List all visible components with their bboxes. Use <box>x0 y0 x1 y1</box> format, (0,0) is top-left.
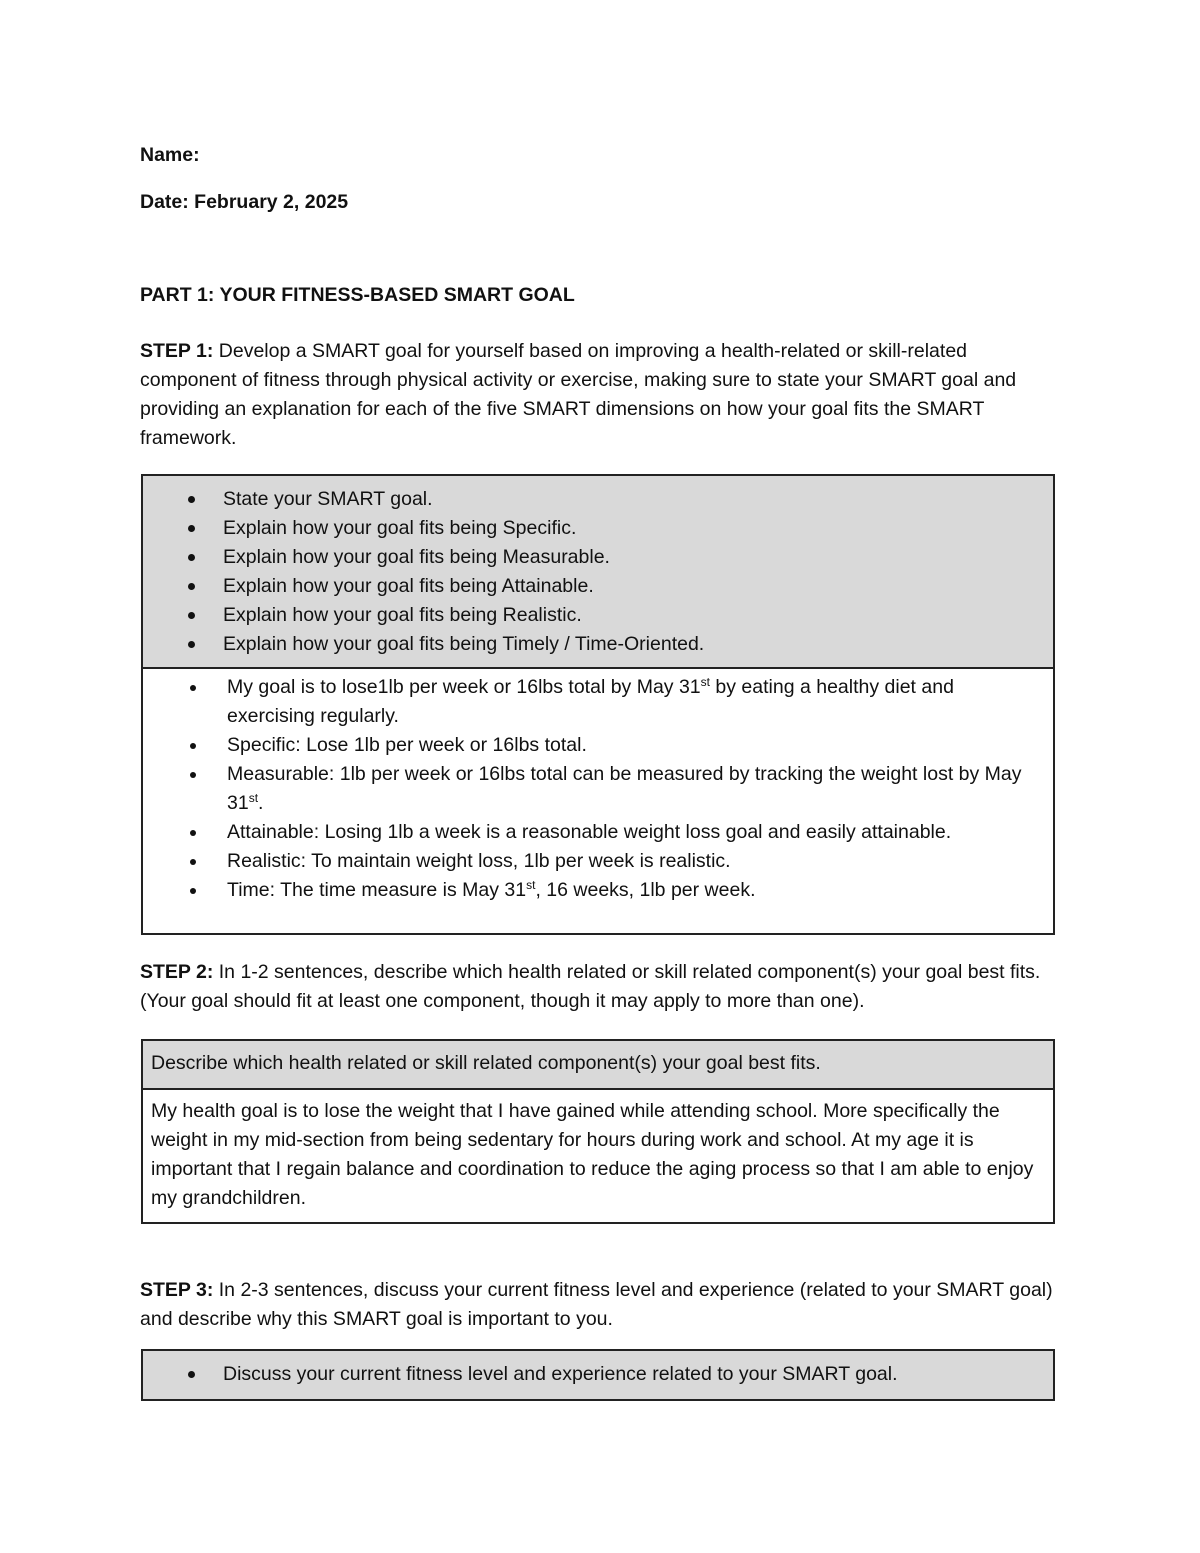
step-1-instruction-text: Explain how your goal fits being Timely / Time-Oriented. <box>223 633 705 655</box>
bullet-icon <box>188 554 195 561</box>
bullet-icon <box>188 1371 195 1378</box>
step-3-label: STEP 3: <box>140 1279 214 1301</box>
step-2-prompt: Describe which health related or skill related component(s) your goal best fits. <box>151 1052 821 1074</box>
step-3-instruction-item <box>143 1360 1053 1389</box>
bullet-icon <box>188 612 195 619</box>
step-1-instruction-text: State your SMART goal. <box>223 488 433 510</box>
step-2-text: In 1-2 sentences, describe which health related or skill related component(s) your goal best fits. (Your goal should fit at least one component, though it may apply to more than one). <box>140 961 1041 1012</box>
step-1-description <box>140 337 1058 453</box>
bullet-icon <box>188 583 195 590</box>
step-1-answer-text: Time: The time measure is May 31 <box>227 879 527 901</box>
step-1-answer-text: Specific: Lose 1lb per week or 16lbs total. <box>227 734 587 756</box>
step-2-prompt-cell <box>143 1041 1053 1090</box>
step-3-description <box>140 1276 1058 1334</box>
bullet-icon <box>188 641 195 648</box>
step-1-answer-text-tail: by eating a healthy diet and exercising regularly. <box>227 676 954 727</box>
step-1-label: STEP 1: <box>140 340 214 362</box>
step-1-instruction-text: Explain how your goal fits being Attainable. <box>223 575 594 597</box>
bullet-icon <box>188 496 195 503</box>
step-2-description <box>140 958 1058 1016</box>
bullet-icon <box>188 525 195 532</box>
bullet-icon <box>190 830 196 836</box>
step-1-instruction-item <box>143 630 1053 659</box>
step-1-answer-cell <box>143 669 1053 905</box>
step-1-answer-text: Measurable: 1lb per week or 16lbs total can be measured by tracking the weight lost by May 31 <box>227 763 1022 814</box>
bullet-icon <box>190 888 196 894</box>
step-1-text: Develop a SMART goal for yourself based on improving a health-related or skill-related component of fitness through physical activity or exercise, making sure to state your SMART goal and providing an explanation for each of the five SMART dimensions on how your goal fits the SMART framework. <box>140 340 1017 449</box>
step-1-answer-item <box>143 673 1053 731</box>
step-3-instruction-text: Discuss your current fitness level and experience related to your SMART goal. <box>223 1363 898 1385</box>
step-3-table <box>141 1349 1055 1401</box>
step-1-instructions-list <box>143 485 1053 659</box>
step-1-instruction-text: Explain how your goal fits being Realistic. <box>223 604 582 626</box>
step-1-instruction-text: Explain how your goal fits being Specific. <box>223 517 577 539</box>
bullet-icon <box>190 772 196 778</box>
step-3-instructions-cell <box>143 1351 1053 1399</box>
bullet-icon <box>190 685 196 691</box>
step-3-instructions-list <box>143 1360 1053 1389</box>
step-1-answers-list <box>143 673 1053 905</box>
bullet-icon <box>190 743 196 749</box>
name-field-label: Name: <box>140 144 200 166</box>
step-1-answer-text-tail: , 16 weeks, 1lb per week. <box>535 879 756 901</box>
step-1-answer-text: Attainable: Losing 1lb a week is a reasonable weight loss goal and easily attainable. <box>227 821 952 843</box>
step-1-instruction-item <box>143 514 1053 543</box>
step-1-instruction-text: Explain how your goal fits being Measurable. <box>223 546 610 568</box>
step-3-text: In 2-3 sentences, discuss your current fitness level and experience (related to your SMART goal) and describe why this SMART goal is important to you. <box>140 1279 1053 1330</box>
step-1-answer-text-tail: . <box>258 792 264 814</box>
ordinal-suffix: st <box>526 878 536 892</box>
step-1-answer-text: Realistic: To maintain weight loss, 1lb per week is realistic. <box>227 850 731 872</box>
step-2-label: STEP 2: <box>140 961 214 983</box>
bullet-icon <box>190 859 196 865</box>
step-1-table <box>141 474 1055 935</box>
step-1-instruction-item <box>143 543 1053 572</box>
ordinal-suffix: st <box>700 675 710 689</box>
step-1-instruction-item <box>143 572 1053 601</box>
part-1-title: PART 1: YOUR FITNESS-BASED SMART GOAL <box>140 284 575 306</box>
step-1-instruction-item <box>143 485 1053 514</box>
date-field-label: Date: February 2, 2025 <box>140 191 349 213</box>
step-1-instructions-cell <box>143 476 1053 669</box>
step-1-answer-item <box>143 760 1053 818</box>
step-2-answer: My health goal is to lose the weight that I have gained while attending school. More specifically the weight in my mid-section from being sedentary for hours during work and school. At my age it is important that I regain balance and coordination to reduce the aging process so that I am able to enjoy my grandchildren. <box>151 1100 1034 1209</box>
step-1-answer-item <box>143 876 1053 905</box>
ordinal-suffix: st <box>248 791 259 805</box>
step-1-answer-item <box>143 818 1053 847</box>
step-1-answer-item <box>143 731 1053 760</box>
step-1-answer-item <box>143 847 1053 876</box>
step-1-answer-text: My goal is to lose1lb per week or 16lbs total by May 31 <box>227 676 701 698</box>
step-2-table <box>141 1039 1055 1224</box>
step-2-answer-cell <box>143 1090 1053 1213</box>
step-1-instruction-item <box>143 601 1053 630</box>
